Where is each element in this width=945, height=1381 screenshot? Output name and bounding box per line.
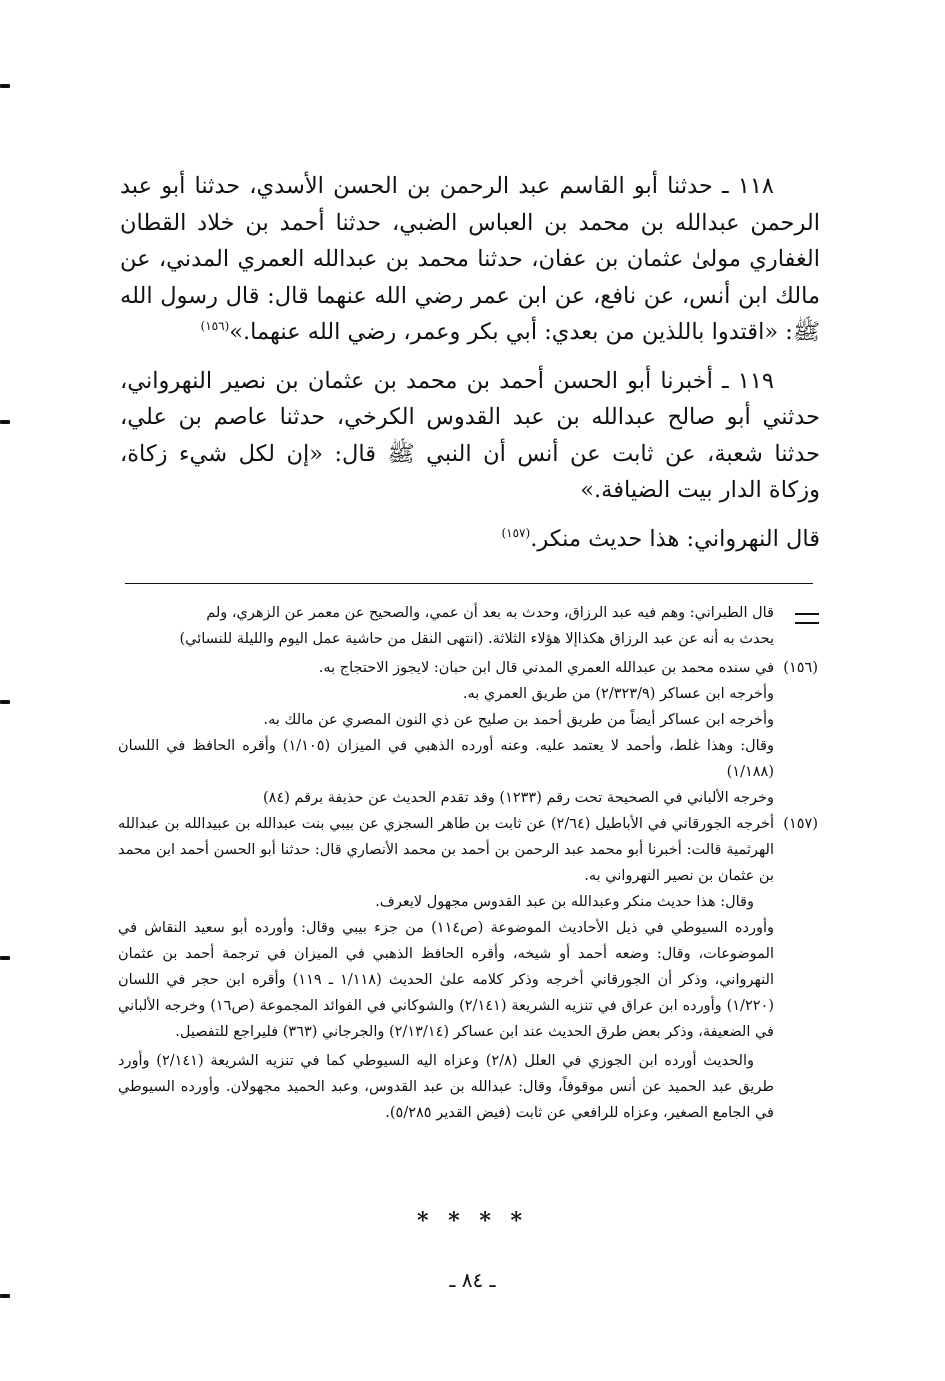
- footnote-156: [118, 655, 818, 811]
- main-text: [120, 168, 820, 557]
- hadith-119-text: ١١٩ ـ أخبرنا أبو الحسن أحمد بن محمد بن عثمان بن نصير النهرواني، حدثني أبو صالح عبدالله بن عبد القدوس الكرخي، حدثنا عاصم بن علي، حدثنا شعبة، عن ثابت عن أنس أن النبي ﷺ قال: «إن لكل شيء زكاة، وزكاة الدار بيت الضيافة.»: [120, 367, 820, 503]
- section-ornament: * * * *: [417, 1208, 528, 1234]
- footnote-156-line: في سنده محمد بن عبدالله العمري المدني قال ابن حبان: لايجوز الاحتجاج به.: [318, 660, 774, 676]
- footnote-157: [118, 811, 818, 1126]
- margin-mark: [0, 700, 10, 704]
- footnote-ref-156: (١٥٦): [200, 319, 230, 333]
- footnote-continued: [118, 600, 818, 652]
- hadith-119-note-text: قال النهرواني: هذا حديث منكر.: [530, 525, 820, 552]
- footnote-separator: [125, 583, 813, 584]
- hadith-118: [120, 168, 820, 351]
- footnote-ref-157: (١٥٧): [501, 525, 531, 540]
- margin-mark: [0, 420, 10, 424]
- footnote-156-line: وقال: وهذا غلط، وأحمد لا يعتمد عليه. وعنه أورده الذهبي في الميزان (١/١٠٥) وأقره الحافظ في اللسان (١/١٨٨): [118, 738, 774, 780]
- footnote-157-paragraph: وأورده السيوطي في ذيل الأحاديث الموضوعة (ص١١٤) من جزء بيبي وقال: وأورده أبو سعيد النقاش في الموضوعات، وقال: وضعه أحمد أو شيخه، وأقره الحافظ الذهبي في الميزان في ترجمة أحمد بن عثمان النهرواني، وذكر أن الجورقاني أخرجه وذكر كلامه علىٰ الحديث (١/١١٨ ـ ١١٩) وأقره ابن حجر في اللسان (١/٢٢٠) وأورده ابن عراق في تنزيه الشريعة (٢/١٤١) والشوكاني في الفوائد المجموعة (ص١٦) وخرجه الألباني في الضعيفة، وذكر بعض طرق الحديث عند ابن عساكر (٢/١٣/١٤) والجرجاني (٣٦٣) فليراجع للتفصيل.: [118, 920, 774, 1040]
- margin-mark: [0, 84, 10, 88]
- footnote-157-paragraph: أخرجه الجورقاني في الأباطيل (٢/٦٤) عن ثابت بن طاهر السجزي عن بيبي بنت عبدالله بن عبيدالله بن عبدالله الهرثمية قالت: أخبرنا أبو محمد عبد الرحمن بن أحمد بن محمد الأنصاري قال: حدثنا أبو الحسن أحمد ابن محمد بن عثمان بن نصير النهرواني به.: [118, 816, 774, 884]
- hadith-119-note: [120, 521, 820, 558]
- footnote-continued-line: يحدث به أنه عن عبد الرزاق هكذاإلا هؤلاء الثلاثة. (انتهى النقل من حاشية عمل اليوم والليلة للنسائي): [179, 631, 774, 647]
- hadith-119: [120, 363, 820, 509]
- hadith-118-text: ١١٨ ـ حدثنا أبو القاسم عبد الرحمن بن الحسن الأسدي، حدثنا أبو عبد الرحمن عبدالله بن محمد بن العباس الضبي، حدثنا أحمد بن خلاد القطان الغفاري مولىٰ عثمان بن عفان، حدثنا محمد بن عبدالله العمري المدني، عن مالك ابن أنس، عن نافع، عن ابن عمر رضي الله عنهما قال: قال رسول الله ﷺ: «اقتدوا باللذين من بعدي: أبي بكر وعمر، رضي الله عنهما.»: [120, 173, 820, 345]
- footnotes: [118, 600, 818, 1126]
- footnote-156-line: وخرجه الألباني في الصحيحة تحت رقم (١٢٣٣) وقد تقدم الحديث عن حذيفة برقم (٨٤): [263, 790, 774, 806]
- margin-mark: [0, 956, 10, 960]
- margin-mark: [0, 1294, 10, 1298]
- footnote-157-number: (١٥٧): [783, 816, 818, 832]
- footnote-157-paragraph: والحديث أورده ابن الجوزي في العلل (٢/٨) وعزاه اليه السيوطي كما في تنزيه الشريعة (٢/١٤١) وأورد طريق عبد الحميد عن أنس موقوفاً، وقال: عبدالله بن عبد القدوس، وعبد الحميد مجهولان. وأورده السيوطي في الجامع الصغير، وعزاه للرافعي عن ثابت (فيض القدير ٥/٢٨٥).: [118, 1053, 774, 1121]
- footnote-156-number: (١٥٦): [783, 660, 818, 676]
- footnote-continued-line: قال الطبراني: وهم فيه عبد الرزاق، وحدث به بعد أن عمي، والصحيح عن معمر عن الزهري، ولم: [206, 605, 774, 621]
- footnote-156-line: وأخرجه ابن عساكر أيضاً من طريق أحمد بن صليح عن ذي النون المصري عن مالك به.: [263, 712, 774, 728]
- page-number: ـ ٨٤ ـ: [449, 1268, 496, 1292]
- footnote-156-line: وأخرجه ابن عساكر (٢/٣٢٣/٩) من طريق العمري به.: [462, 686, 774, 702]
- footnote-157-paragraph: وقال: هذا حديث منكر وعبدالله بن عبد القدوس مجهول لايعرف.: [375, 894, 754, 910]
